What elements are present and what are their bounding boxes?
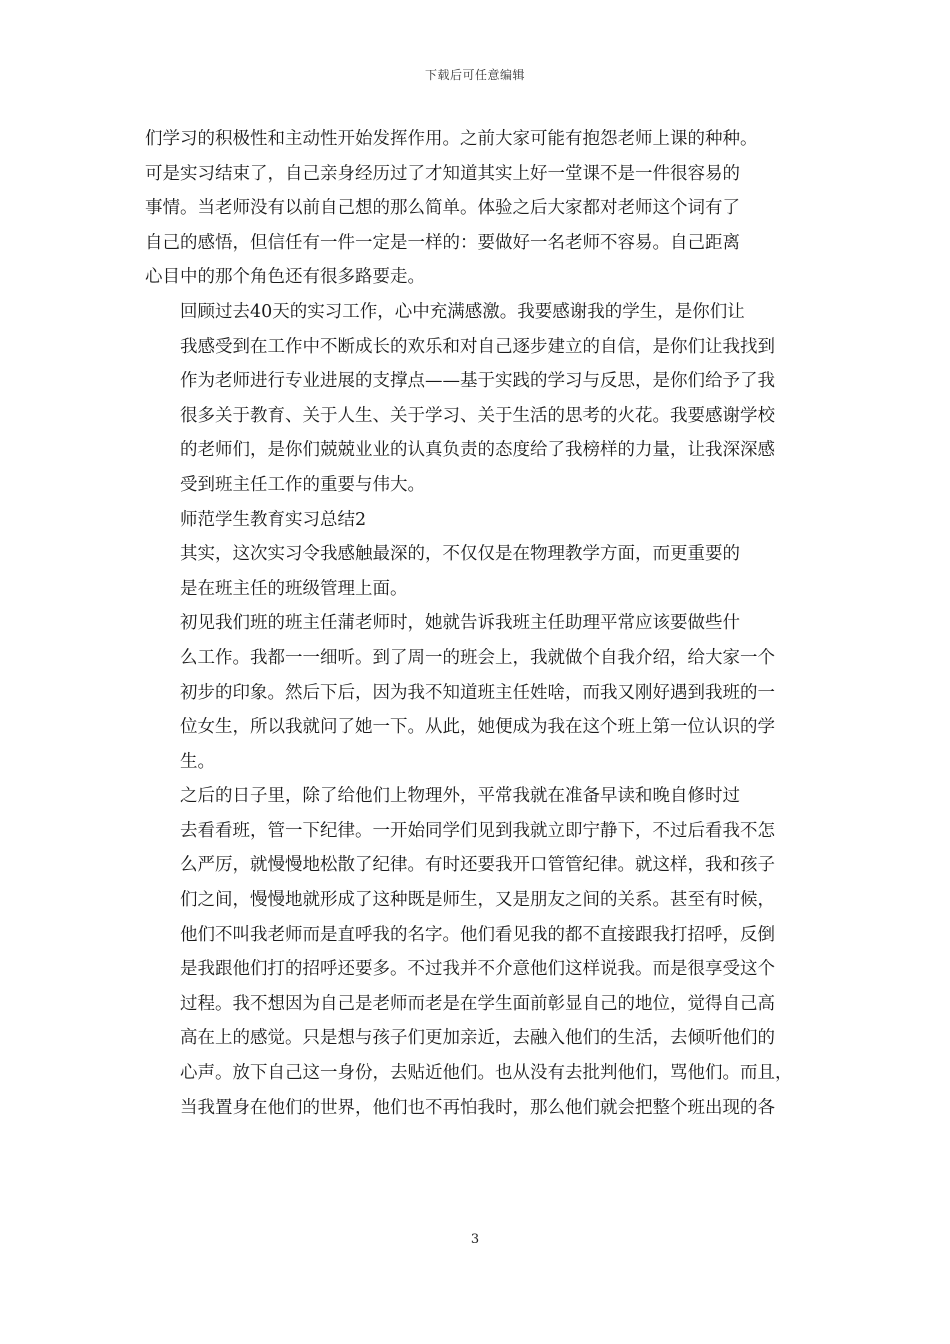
document-body	[145, 122, 810, 1125]
text-line: 之后的日子里，除了给他们上物理外，平常我就在准备早读和晚自修时过	[180, 786, 740, 807]
text-line: 作为老师进行专业进展的支撑点——基于实践的学习与反思，是你们给予了我	[180, 371, 775, 392]
text-line: 可是实习结束了，自己亲身经历过了才知道其实上好一堂课不是一件很容易的	[145, 163, 740, 184]
text-line: 初步的印象。然后下后，因为我不知道班主任姓啥，而我又刚好遇到我班的一	[180, 682, 775, 703]
paragraph	[145, 537, 810, 606]
paragraph	[145, 295, 810, 503]
text-line: 是在班主任的班级管理上面。	[180, 578, 408, 599]
text-line: 事情。当老师没有以前自己想的那么简单。体验之后大家都对老师这个词有了	[145, 198, 740, 219]
text-line: 他们不叫我老师而是直呼我的名字。他们看见我的都不直接跟我打招呼，反倒	[180, 924, 775, 945]
paragraph	[145, 606, 810, 779]
text-line: 是我跟他们打的招呼还要多。不过我并不介意他们这样说我。而是很享受这个	[180, 959, 775, 980]
paragraph	[145, 779, 810, 1125]
text-line: 受到班主任工作的重要与伟大。	[180, 474, 425, 495]
text-line: 当我置身在他们的世界，他们也不再怕我时，那么他们就会把整个班出现的各	[180, 1097, 775, 1118]
text-line: 回顾过去40天的实习工作，心中充满感激。我要感谢我的学生，是你们让	[180, 301, 745, 322]
header-note: 下载后可任意编辑	[424, 68, 525, 82]
text-line: 位女生，所以我就问了她一下。从此，她便成为我在这个班上第一位认识的学	[180, 717, 775, 738]
text-line: 去看看班，管一下纪律。一开始同学们见到我就立即宁静下，不过后看我不怎	[180, 820, 775, 841]
text-line: 过程。我不想因为自己是老师而老是在学生面前彰显自己的地位，觉得自己高	[180, 993, 775, 1014]
text-line: 们学习的积极性和主动性开始发挥作用。之前大家可能有抱怨老师上课的种种。	[145, 129, 758, 149]
text-line: 心目中的那个角色还有很多路要走。	[145, 267, 425, 288]
text-line: 其实，这次实习令我感触最深的，不仅仅是在物理教学方面，而更重要的	[180, 544, 740, 565]
text-line: 师范学生教育实习总结2	[180, 509, 367, 530]
text-line: 生。	[180, 751, 215, 772]
paragraph	[145, 122, 810, 295]
text-line: 么工作。我都一一细听。到了周一的班会上，我就做个自我介绍，给大家一个	[180, 647, 775, 668]
text-line: 的老师们，是你们兢兢业业的认真负责的态度给了我榜样的力量，让我深深感	[180, 440, 775, 461]
paragraph	[145, 503, 810, 538]
text-line: 初见我们班的班主任蒲老师时，她就告诉我班主任助理平常应该要做些什	[180, 613, 740, 634]
text-line: 自己的感悟，但信任有一件一定是一样的：要做好一名老师不容易。自己距离	[145, 232, 740, 253]
text-line: 高在上的感觉。只是想与孩子们更加亲近，去融入他们的生活，去倾听他们的	[180, 1028, 775, 1049]
text-line: 心声。放下自己这一身份，去贴近他们。也从没有去批判他们，骂他们。而且，	[180, 1063, 793, 1084]
text-line: 很多关于教育、关于人生、关于学习、关于生活的思考的火花。我要感谢学校	[180, 405, 775, 426]
text-line: 们之间，慢慢地就形成了这种既是师生，又是朋友之间的关系。甚至有时候，	[180, 890, 775, 911]
text-line: 么严厉，就慢慢地松散了纪律。有时还要我开口管管纪律。就这样，我和孩子	[180, 855, 775, 876]
page-number: 3	[470, 1232, 480, 1247]
text-line: 我感受到在工作中不断成长的欢乐和对自己逐步建立的自信，是你们让我找到	[180, 336, 775, 357]
